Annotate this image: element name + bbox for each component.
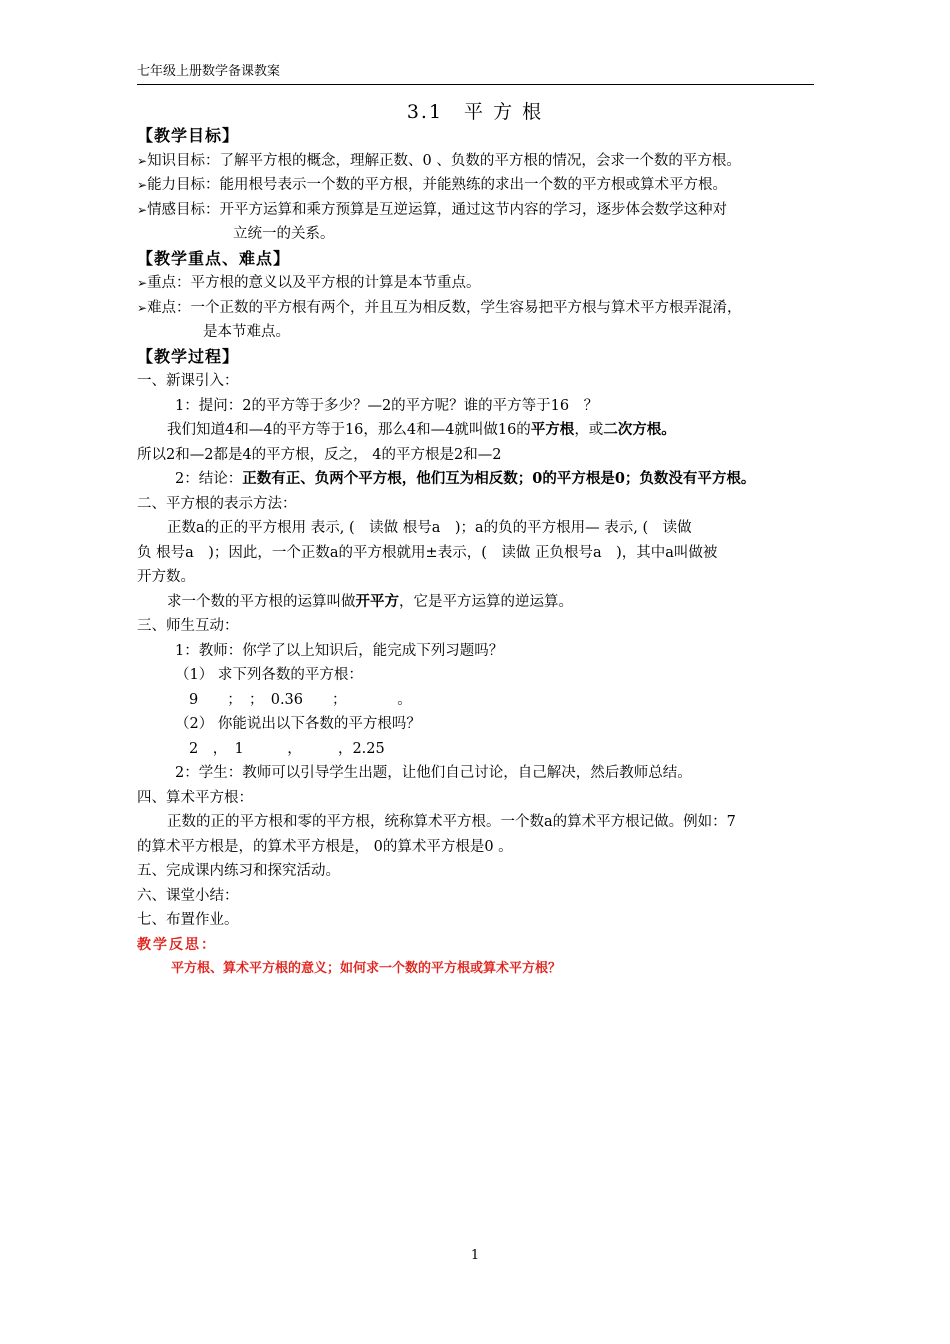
reflection-heading: 教学反思：: [137, 936, 217, 953]
arrow-bullet-icon: ➢: [137, 178, 148, 192]
key-item: ➢重点：平方根的意义以及平方根的计算是本节重点。: [137, 275, 481, 291]
goal-item-continued: 立统一的关系。: [233, 226, 335, 242]
exercise-item: （2） 你能说出以下各数的平方根吗？: [175, 716, 421, 732]
arrow-bullet-icon: ➢: [137, 202, 148, 217]
process-step-heading: 四、算术平方根：: [137, 789, 253, 806]
process-step-heading: 七、布置作业。: [137, 912, 239, 928]
section-heading-goals: 【教学目标】: [137, 126, 240, 145]
arrow-bullet-icon: ➢: [137, 300, 148, 315]
process-step-heading: 三、师生互动：: [137, 618, 239, 634]
goal-item: ➢情感目标：开平方运算和乘方预算是互逆运算，通过这节内容的学习，逐步体会数学这种对: [137, 201, 728, 218]
paragraph: 我们知道4和—4的平方等于16，那么4和—4就叫做16的平方根，或二次方根。: [167, 421, 676, 438]
paragraph: 求一个数的平方根的运算叫做开平方，它是平方运算的逆运算。: [167, 592, 573, 610]
paragraph: 开方数。: [137, 569, 195, 585]
page-title: 3.1 平 方 根: [406, 101, 544, 123]
paragraph: 正数a的正的平方根用 表示, ( 读做 根号a )；a的负的平方根用— 表示, ( 读做: [167, 520, 692, 536]
key-item-continued: 是本节难点。: [203, 324, 290, 340]
process-step-heading: 五、完成课内练习和探究活动。: [137, 863, 340, 879]
paragraph: 1：提问：2的平方等于多少？—2的平方呢？谁的平方等于16 ？: [175, 397, 599, 414]
conclusion-paragraph: 2：结论：正数有正、负两个平方根，他们互为相反数；0的平方根是0；负数没有平方根。: [175, 470, 756, 487]
goal-item: ➢知识目标：了解平方根的概念，理解正数、0 、负数的平方根的情况，会求一个数的平方根。: [137, 152, 741, 169]
key-item: ➢难点：一个正数的平方根有两个，并且互为相反数，学生容易把平方根与算术平方根弄混淆，: [137, 299, 742, 316]
goal-item: ➢能力目标：能用根号表示一个数的平方根，并能熟练的求出一个数的平方根或算术平方根。: [137, 177, 728, 193]
section-heading-process: 【教学过程】: [137, 346, 240, 366]
exercise-values: 2 ， 1 ， ，2.25: [189, 740, 385, 757]
page-number: 1: [470, 1248, 480, 1263]
paragraph: 1：教师：你学了以上知识后，能完成下列习题吗？: [175, 642, 504, 659]
paragraph: 正数的正的平方根和零的平方根，统称算术平方根。一个数a的算术平方根记做。例如：7: [167, 814, 736, 830]
paragraph: 2：学生：教师可以引导学生出题，让他们自己讨论，自己解决，然后教师总结。: [175, 765, 692, 781]
arrow-bullet-icon: ➢: [137, 276, 148, 290]
paragraph: 的算术平方根是，的算术平方根是， 0的算术平方根是0 。: [137, 838, 513, 855]
page-header: 七年级上册数学备课教案: [137, 64, 814, 85]
section-heading-key-points: 【教学重点、难点】: [137, 248, 291, 268]
exercise-item: （1） 求下列各数的平方根：: [175, 667, 363, 683]
process-step-heading: 二、平方根的表示方法：: [137, 495, 297, 512]
document-body: [137, 124, 817, 982]
process-step-heading: 一、新课引入：: [137, 373, 239, 389]
reflection-body: 平方根、算术平方根的意义；如何求一个数的平方根或算术平方根？: [171, 961, 562, 976]
paragraph: 所以2和—2都是4的平方根，反之， 4的平方根是2和—2: [137, 446, 502, 463]
paragraph: 负 根号a )；因此，一个正数a的平方根就用±表示，( 读做 正负根号a )，其中a叫做被: [137, 544, 718, 561]
process-step-heading: 六、课堂小结：: [137, 887, 239, 904]
exercise-values: 9 ； ； 0.36 ； 。: [189, 691, 412, 708]
arrow-bullet-icon: ➢: [137, 153, 148, 168]
